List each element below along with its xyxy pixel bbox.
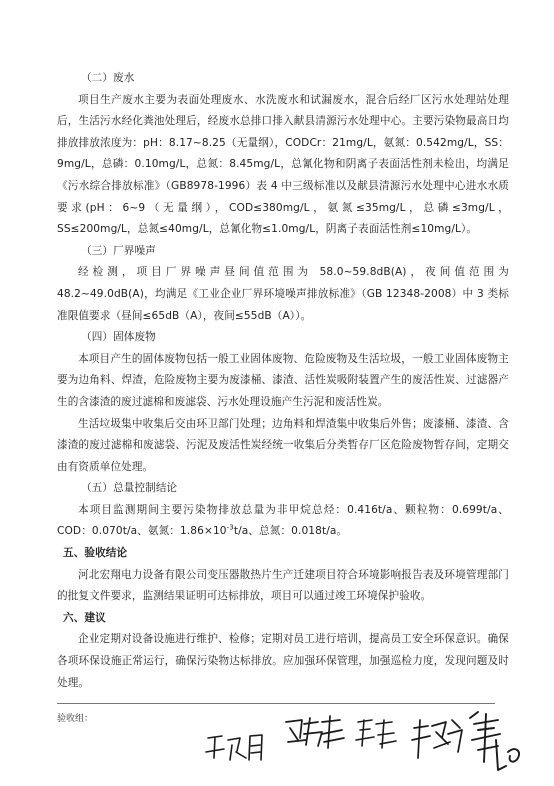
- total-control-exponent: -3: [226, 523, 234, 532]
- paragraph-advice: 企业定期对设备设施进行维护、检修；定期对员工进行培训，提高员工安全环保意识。确保各项环保设施正常运行，确保污染物达标排放。应加强环保管理，加强巡检力度，发现问题及时处理。: [57, 633, 509, 689]
- total-control-text-a: 本项目监测期间主要污染物排放总量为非甲烷总烃：0.416t/a、颗粒物：0.699t/a、COD：0.070t/a、氨氮：1.86×10: [57, 503, 509, 538]
- heading-noise: （三）厂界噪声: [81, 244, 156, 257]
- heading-advice: 六、建议: [63, 611, 106, 624]
- signature-5: [470, 712, 519, 770]
- signature-1: [206, 735, 262, 760]
- paragraph-solid-waste-2: 生活垃圾集中收集后交由环卫部门处理；边角料和焊渣集中收集后外售；废漆桶、漆渣、含漆渣的废过滤棉和废滤袋、污泥及废活性炭经统一收集后分类暂存厂区危险废物暂存间，定期交由有资质单位处理。: [57, 417, 509, 473]
- heading-solid-waste: （四）固体废物: [81, 331, 156, 344]
- paragraph-conclusion: 河北宏翔电力设备有限公司变压器散热片生产迁建项目符合环境影响报告表及环境管理部门的批复文件要求，监测结果证明可达标排放，项目可以通过竣工环境保护验收。: [57, 568, 509, 603]
- heading-conclusion: 五、验收结论: [63, 547, 128, 560]
- signature-label: 验收组：: [57, 714, 94, 724]
- signature-4: [412, 720, 462, 758]
- total-control-text-b: t/a、总氮：0.018t/a。: [233, 525, 348, 538]
- paragraph-wastewater: 项目生产废水主要为表面处理废水、水洗废水和试漏废水，混合后经厂区污水处理站处理后，生活污水经化粪池处理后，经废水总排口排入献县清源污水处理中心。主要污染物最高日均排放排放浓度为：pH：8.17~8.25（无量纲），CODCr：21mg/L，氨氮：0.542mg/L，SS：9mg/L，总磷：0.10mg/L，总氮：8.45mg/L，总氰化物和阴离子表面活性剂未检出，均满足《污水综合排放标准》（GB8978-1996）表 4 中三级标准以及献县清源污水处理中心进水水质要求(pH：6~9（无量纲），COD≤380mg/L，氨氮≤35mg/L，总磷≤3mg/L，SS≤200mg/L，总氮≤40mg/L，总氰化物≤1.0mg/L，阴离子表面活性剂≤10mg/L）。: [57, 93, 509, 236]
- signature-2: [286, 716, 344, 748]
- signature-3: [356, 720, 396, 748]
- heading-total-control: （五）总量控制结论: [81, 482, 178, 495]
- paragraph-solid-waste-1: 本项目产生的固体废物包括一般工业固体废物、危险废物及生活垃圾，一般工业固体废物主要为边角料、焊渣，危险废物主要为废漆桶、漆渣、活性炭吸附装置产生的废活性炭、过滤器产生的含漆渣的废过滤棉和废滤袋、污水处理设施产生污泥和废活性炭。: [57, 352, 509, 408]
- paragraph-noise: 经检测，项目厂界噪声昼间值范围为 58.0~59.8dB(A)，夜间值范围为 48.2~49.0dB(A)，均满足《工业企业厂界环境噪声排放标准》（GB 12348-2008）中 3 类标准限值要求（昼间≤65dB（A），夜间≤55dB（A））。: [57, 266, 509, 322]
- heading-wastewater: （二）废水: [81, 72, 135, 84]
